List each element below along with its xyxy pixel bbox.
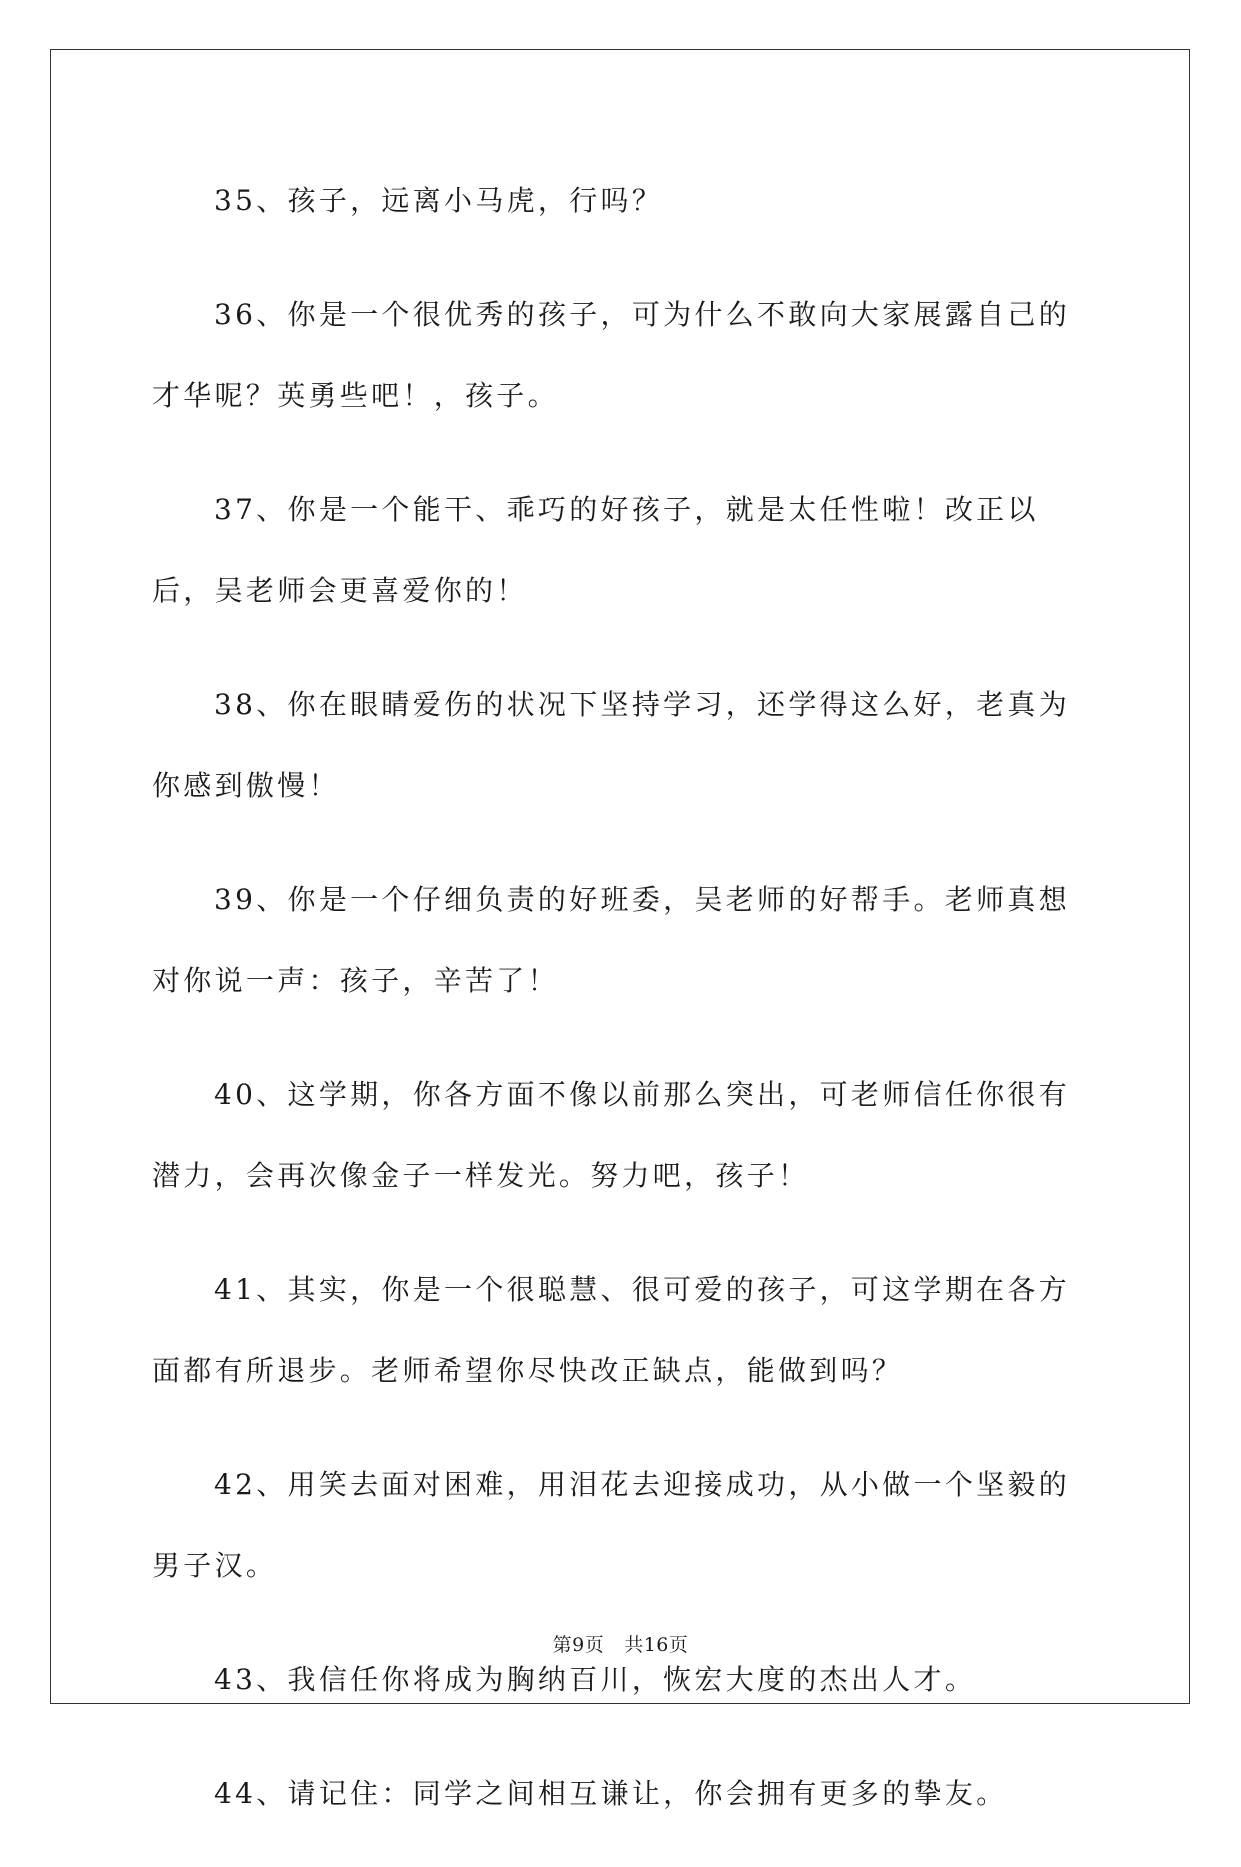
paragraph-36: 36、你是一个很优秀的孩子，可为什么不敢向大家展露自己的才华呢？英勇些吧！，孩子。 — [152, 298, 1071, 412]
page-footer — [0, 1630, 1241, 1657]
page-number: 第9页 — [552, 1634, 605, 1656]
paragraph-41: 41、其实，你是一个很聪慧、很可爱的孩子，可这学期在各方面都有所退步。老师希望你尽快改正缺点，能做到吗？ — [152, 1273, 1071, 1387]
paragraph-40: 40、这学期，你各方面不像以前那么突出，可老师信任你很有潜力，会再次像金子一样发光。努力吧，孩子！ — [152, 1078, 1071, 1192]
paragraph-43: 43、我信任你将成为胸纳百川，恢宏大度的杰出人才。 — [214, 1663, 977, 1696]
page-total: 共16页 — [624, 1634, 689, 1656]
paragraph-42: 42、用笑去面对困难，用泪花去迎接成功，从小做一个坚毅的男子汉。 — [152, 1468, 1071, 1582]
paragraph-38: 38、你在眼睛爱伤的状况下坚持学习，还学得这么好，老真为你感到傲慢！ — [152, 688, 1071, 802]
paragraph-35: 35、孩子，远离小马虎，行吗？ — [214, 184, 664, 217]
document-body — [152, 160, 1088, 1867]
paragraph-44: 44、请记住：同学之间相互谦让，你会拥有更多的挚友。 — [214, 1777, 1008, 1810]
paragraph-39: 39、你是一个仔细负责的好班委，吴老师的好帮手。老师真想对你说一声：孩子，辛苦了！ — [152, 883, 1071, 997]
paragraph-37: 37、你是一个能干、乖巧的好孩子，就是太任性啦！改正以后，吴老师会更喜爱你的！ — [152, 493, 1039, 607]
